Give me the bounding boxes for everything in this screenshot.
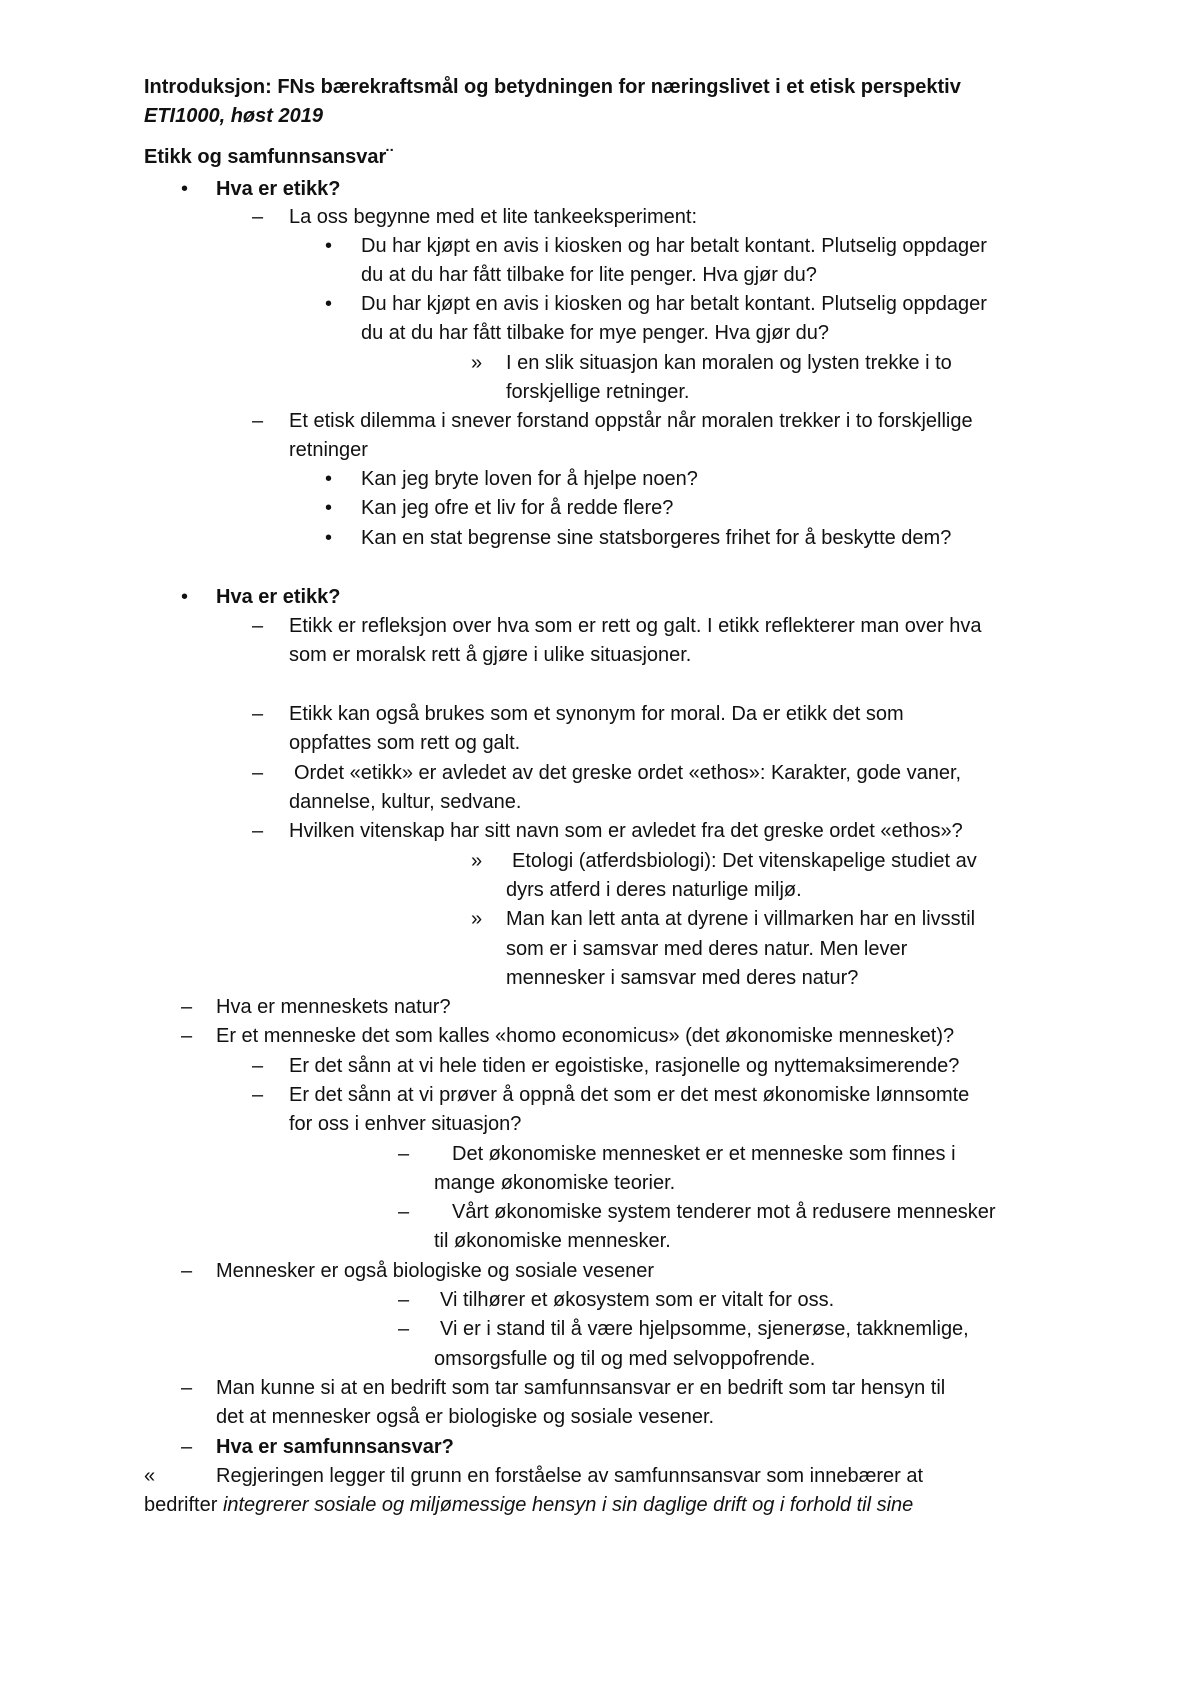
text-line: Vi er i stand til å være hjelpsomme, sjenerøse, takknemlige, <box>440 1318 969 1340</box>
text-line: Regjeringen legger til grunn en forståelse av samfunnsansvar som innebærer at <box>216 1465 924 1487</box>
text-line: til økonomiske mennesker. <box>434 1230 671 1252</box>
text-line: Hvilken vitenskap har sitt navn som er avledet fra det greske ordet «ethos»? <box>289 820 963 842</box>
text-line: Er det sånn at vi prøver å oppnå det som er det mest økonomiske lønnsomte <box>289 1084 970 1106</box>
text-line: det at mennesker også er biologiske og sosiale vesener. <box>216 1406 715 1428</box>
bullet-marker: • <box>181 178 189 200</box>
text-line: Man kunne si at en bedrift som tar samfunnsansvar er en bedrift som tar hensyn til <box>216 1377 946 1399</box>
text-line: Etologi (atferdsbiologi): Det vitenskapelige studiet av <box>512 850 977 872</box>
text-line: Kan en stat begrense sine statsborgeres frihet for å beskytte dem? <box>361 527 952 549</box>
text-line: Kan jeg bryte loven for å hjelpe noen? <box>361 468 698 490</box>
italic-fragment: integrerer sosiale og miljømessige hensyn i sin daglige drift og i forhold til sine <box>222 1494 914 1516</box>
text-line: Etikk kan også brukes som et synonym for moral. Da er etikk det som <box>289 703 904 725</box>
dash-marker: – <box>398 1289 410 1311</box>
text-line: Du har kjøpt en avis i kiosken og har betalt kontant. Plutselig oppdager <box>361 293 987 315</box>
text-line: Vårt økonomiske system tenderer mot å redusere mennesker <box>452 1201 996 1223</box>
dash-heading: Hva er samfunnsansvar? <box>216 1436 454 1458</box>
dash-marker: – <box>181 1436 193 1458</box>
text-line: for oss i enhver situasjon? <box>289 1113 522 1135</box>
bullet-heading: Hva er etikk? <box>216 586 341 608</box>
dash-marker: – <box>252 1055 264 1077</box>
arrow-marker: » <box>471 850 483 872</box>
text-line: mennesker i samsvar med deres natur? <box>506 967 859 989</box>
dash-marker: – <box>398 1318 410 1340</box>
text-line: omsorgsfulle og til og med selvoppofrende. <box>434 1348 816 1370</box>
bullet-marker: • <box>325 527 333 549</box>
text-line: forskjellige retninger. <box>506 381 690 403</box>
text-line <box>144 1491 913 1519</box>
bullet-marker: • <box>325 468 333 490</box>
text-line: du at du har fått tilbake for lite penger. Hva gjør du? <box>361 264 817 286</box>
text-line: Du har kjøpt en avis i kiosken og har betalt kontant. Plutselig oppdager <box>361 235 987 257</box>
dash-marker: – <box>398 1143 410 1165</box>
dash-marker: – <box>398 1201 410 1223</box>
section-heading: Etikk og samfunnsansvar¨ <box>144 146 393 168</box>
dash-marker: – <box>252 703 264 725</box>
bullet-heading: Hva er etikk? <box>216 178 341 200</box>
text-line: Ordet «etikk» er avledet av det greske ordet «ethos»: Karakter, gode vaner, <box>294 762 962 784</box>
dash-marker: – <box>252 762 264 784</box>
dash-marker: – <box>252 1084 264 1106</box>
dash-marker: – <box>181 1025 193 1047</box>
text-line: I en slik situasjon kan moralen og lysten trekke i to <box>506 352 952 374</box>
course-subtitle: ETI1000, høst 2019 <box>144 105 323 127</box>
text-line: Er det sånn at vi hele tiden er egoistiske, rasjonelle og nyttemaksimerende? <box>289 1055 960 1077</box>
dash-marker: – <box>252 820 264 842</box>
arrow-marker: » <box>471 352 483 374</box>
dash-marker: – <box>181 1260 193 1282</box>
text-line: Man kan lett anta at dyrene i villmarken har en livsstil <box>506 908 976 930</box>
text-line: Kan jeg ofre et liv for å redde flere? <box>361 497 674 519</box>
bullet-marker: • <box>325 235 333 257</box>
text-line: dannelse, kultur, sedvane. <box>289 791 522 813</box>
text-line: som er moralsk rett å gjøre i ulike situasjoner. <box>289 644 692 666</box>
quote-marker: « <box>144 1465 156 1487</box>
text-line: Vi tilhører et økosystem som er vitalt for oss. <box>440 1289 835 1311</box>
arrow-marker: » <box>471 908 483 930</box>
bullet-marker: • <box>325 293 333 315</box>
text-line: Det økonomiske mennesket er et menneske som finnes i <box>452 1143 956 1165</box>
text-line: Er et menneske det som kalles «homo economicus» (det økonomiske mennesket)? <box>216 1025 955 1047</box>
text-line: oppfattes som rett og galt. <box>289 732 521 754</box>
text-line: som er i samsvar med deres natur. Men lever <box>506 938 908 960</box>
text-line: Et etisk dilemma i snever forstand oppstår når moralen trekker i to forskjellige <box>289 410 973 432</box>
dash-marker: – <box>252 615 264 637</box>
text-fragment: bedrifter <box>144 1494 218 1516</box>
document-title: Introduksjon: FNs bærekraftsmål og betydningen for næringslivet i et etisk perspektiv <box>144 76 961 98</box>
dash-marker: – <box>181 996 193 1018</box>
dash-marker: – <box>252 410 264 432</box>
text-line: du at du har fått tilbake for mye penger. Hva gjør du? <box>361 322 830 344</box>
text-line: La oss begynne med et lite tankeeksperiment: <box>289 206 698 228</box>
text-line: Hva er menneskets natur? <box>216 996 451 1018</box>
bullet-marker: • <box>181 586 189 608</box>
dash-marker: – <box>181 1377 193 1399</box>
text-line: mange økonomiske teorier. <box>434 1172 676 1194</box>
bullet-marker: • <box>325 497 333 519</box>
text-line: dyrs atferd i deres naturlige miljø. <box>506 879 802 901</box>
text-line: retninger <box>289 439 368 461</box>
text-line: Mennesker er også biologiske og sosiale vesener <box>216 1260 655 1282</box>
dash-marker: – <box>252 206 264 228</box>
text-line: Etikk er refleksjon over hva som er rett og galt. I etikk reflekterer man over hva <box>289 615 982 637</box>
